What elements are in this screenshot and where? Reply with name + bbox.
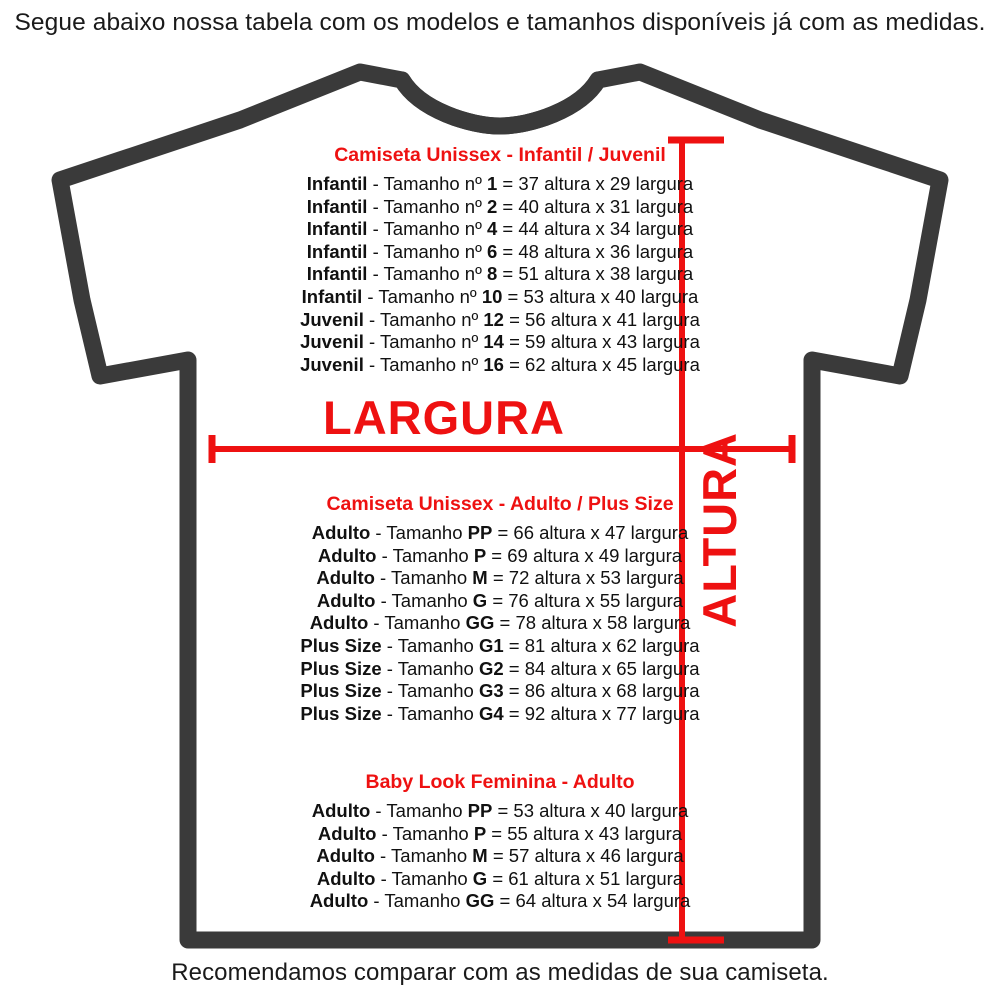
section-title: Camiseta Unissex - Adulto / Plus Size [326,493,674,515]
section-rows [150,522,850,725]
footer-caption: Recomendamos comparar com as medidas de sua camiseta. [171,959,829,986]
section-infantil-juvenil [150,143,850,376]
size-row: Juvenil - Tamanho nº 12 = 56 altura x 41 largura [300,308,700,330]
size-row: Plus Size - Tamanho G1 = 81 altura x 62 largura [300,634,700,656]
altura-label: ALTURA [693,432,746,628]
section-title: Baby Look Feminina - Adulto [365,771,635,793]
size-row: Adulto - Tamanho G = 76 altura x 55 largura [316,589,684,611]
size-row: Juvenil - Tamanho nº 16 = 62 altura x 45 largura [300,353,700,375]
size-row: Adulto - Tamanho GG = 64 altura x 54 largura [309,890,691,912]
size-row: Adulto - Tamanho PP = 53 altura x 40 largura [311,800,689,821]
section-adulto-plus-size [150,492,850,725]
section-rows [150,173,850,376]
section-title: Camiseta Unissex - Infantil / Juvenil [334,144,666,166]
section-rows [150,800,850,913]
size-row: Adulto - Tamanho G = 61 altura x 51 largura [316,867,684,889]
size-row: Infantil - Tamanho nº 10 = 53 altura x 40 largura [301,285,699,307]
size-row: Adulto - Tamanho PP = 66 altura x 47 largura [311,522,689,543]
size-row: Adulto - Tamanho P = 69 altura x 49 largura [317,544,683,566]
size-row: Infantil - Tamanho nº 6 = 48 altura x 36 largura [306,240,694,262]
largura-label: LARGURA [323,391,565,444]
size-row: Infantil - Tamanho nº 2 = 40 altura x 31 largura [306,195,694,217]
size-row: Juvenil - Tamanho nº 14 = 59 altura x 43 largura [300,331,700,353]
size-row: Infantil - Tamanho nº 4 = 44 altura x 34 largura [306,218,694,240]
size-row: Adulto - Tamanho M = 72 altura x 53 largura [316,567,684,589]
size-row: Infantil - Tamanho nº 8 = 51 altura x 38 largura [306,263,694,285]
size-row: Plus Size - Tamanho G3 = 86 altura x 68 largura [300,680,700,702]
header-caption: Segue abaixo nossa tabela com os modelos e tamanhos disponíveis já com as medidas. [14,9,986,36]
section-baby-look-feminina [150,770,850,913]
size-row: Infantil - Tamanho nº 1 = 37 altura x 29 largura [306,173,694,194]
size-row: Adulto - Tamanho GG = 78 altura x 58 largura [309,612,691,634]
size-row: Adulto - Tamanho M = 57 altura x 46 largura [316,845,684,867]
size-row: Plus Size - Tamanho G4 = 92 altura x 77 largura [300,702,700,724]
size-row: Adulto - Tamanho P = 55 altura x 43 largura [317,822,683,844]
size-row: Plus Size - Tamanho G2 = 84 altura x 65 largura [300,657,700,679]
